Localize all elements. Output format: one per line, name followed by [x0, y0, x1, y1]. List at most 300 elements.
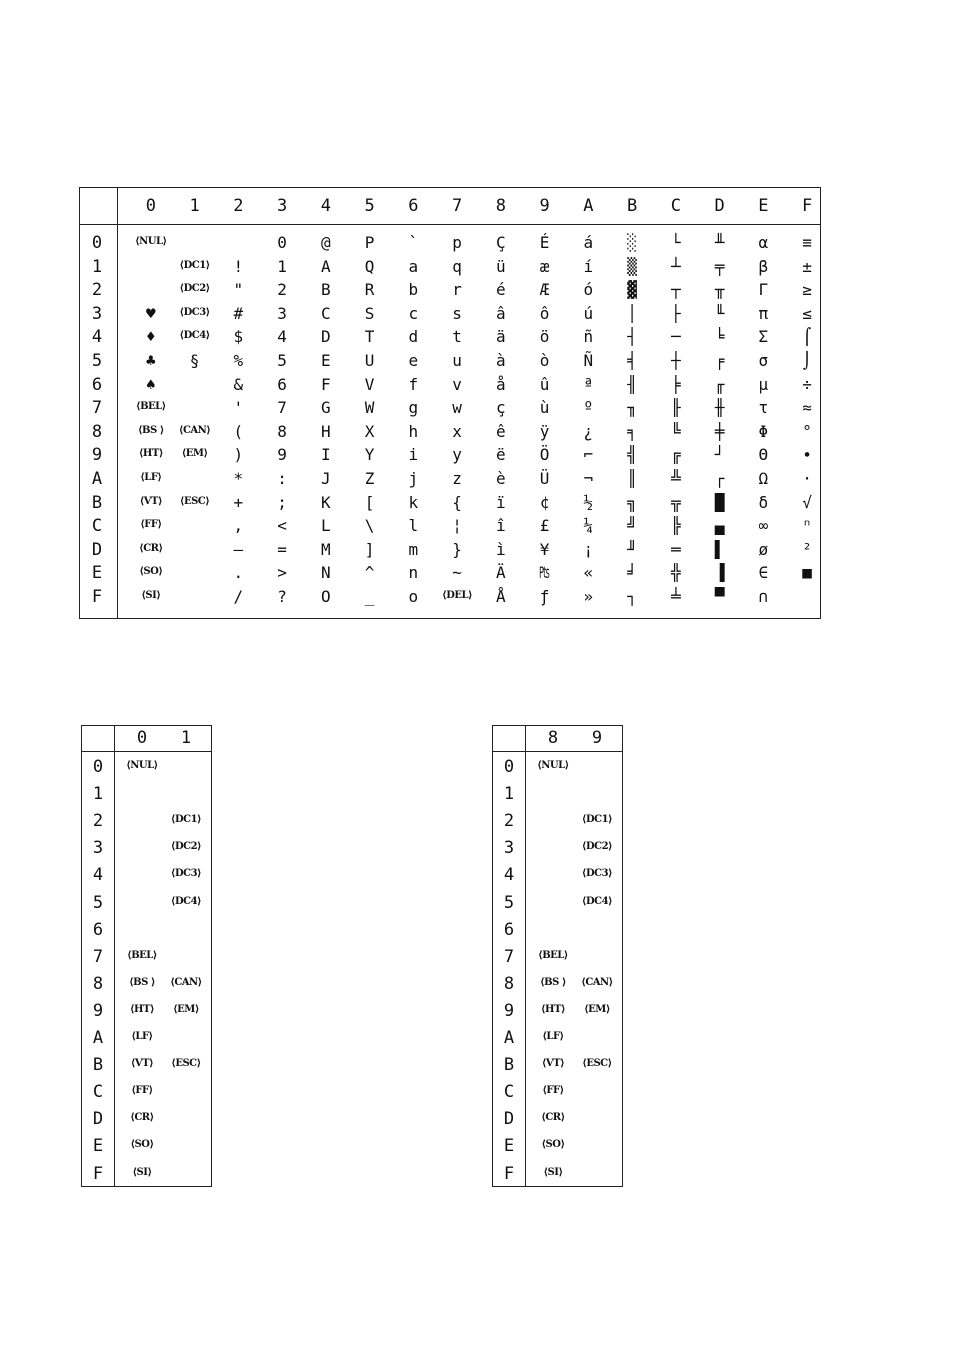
code-cell-a3: ú [583, 303, 594, 323]
code-cell-21: ! [233, 256, 244, 276]
code-cell-f8: ° [802, 421, 812, 441]
code-cell-7a: z [452, 469, 462, 488]
code-cell-84: ä [496, 327, 506, 347]
code-cell-14: ⟨DC3⟩ [170, 868, 202, 880]
code-cell-d1: ╤ [714, 256, 725, 276]
code-cell-3d: = [277, 539, 287, 559]
row-label-3: 3 [92, 838, 104, 859]
code-cell-03: ♥ [146, 303, 156, 323]
row-label-9: 9 [91, 445, 103, 466]
code-cell-99: Ö [539, 445, 550, 465]
row-label-0: 0 [92, 757, 104, 777]
code-cell-ba: ║ [627, 469, 637, 488]
code-cell-59: Y [364, 445, 375, 465]
code-cell-50: P [364, 233, 375, 252]
code-cell-9e: ₧ [539, 563, 550, 583]
row-label-7: 7 [91, 398, 103, 419]
code-cell-e0: α [758, 233, 769, 252]
code-cell-3a: : [277, 469, 287, 488]
code-cell-62: b [408, 280, 419, 300]
code-cell-8e: ⟨SO⟩ [541, 1139, 565, 1151]
column-header-9: 9 [591, 728, 603, 748]
code-cell-b6: ╢ [627, 374, 637, 394]
code-cell-94: ö [539, 327, 550, 347]
code-cell-d5: ╒ [714, 351, 725, 370]
code-cell-f6: ÷ [802, 374, 812, 394]
row-label-a: A [91, 469, 103, 489]
row-label-5: 5 [91, 351, 103, 371]
code-cell-c5: ┼ [671, 351, 681, 370]
row-label-8: 8 [503, 973, 515, 994]
code-cell-45: E [321, 351, 331, 370]
row-label-d: D [91, 539, 103, 560]
code-cell-d6: ╓ [714, 374, 725, 394]
code-cell-a1: í [583, 256, 594, 276]
code-cell-df: ▀ [714, 587, 725, 606]
code-cell-a7: º [583, 398, 594, 418]
code-cell-7b: { [452, 492, 462, 512]
code-cell-47: G [321, 398, 331, 418]
column-header-e: E [758, 196, 769, 216]
code-cell-2a: * [233, 469, 244, 488]
code-cell-0c: ⟨FF⟩ [140, 519, 162, 531]
code-cell-eb: δ [758, 492, 769, 512]
row-label-8: 8 [92, 973, 104, 994]
code-cell-95: ⟨DC4⟩ [581, 895, 613, 907]
code-cell-9c: £ [539, 516, 550, 536]
code-cell-9f: ƒ [539, 587, 550, 606]
column-header-6: 6 [408, 196, 419, 216]
code-cell-e7: τ [758, 398, 769, 418]
code-cell-0f: ⟨SI⟩ [141, 590, 161, 601]
code-cell-19: ⟨EM⟩ [173, 1003, 199, 1015]
code-cell-a6: ª [583, 374, 594, 394]
column-header-8: 8 [547, 728, 559, 748]
code-cell-0f: ⟨SI⟩ [132, 1166, 152, 1178]
row-label-7: 7 [92, 946, 104, 967]
code-cell-89: ⟨HT⟩ [540, 1003, 566, 1015]
code-cell-2b: + [233, 492, 244, 512]
code-cell-44: D [321, 327, 331, 347]
code-cell-06: ♠ [146, 374, 156, 394]
code-cell-b2: ▓ [627, 280, 637, 300]
code-cell-c0: └ [671, 233, 681, 252]
code-cell-0e: ⟨SO⟩ [130, 1139, 154, 1151]
code-cell-8a: è [496, 469, 506, 488]
code-cell-5d: ] [364, 539, 375, 559]
code-cell-11: ⟨DC1⟩ [179, 259, 210, 271]
code-cell-86: å [496, 374, 506, 394]
code-cell-f2: ≥ [802, 280, 812, 300]
column-header-d: D [714, 196, 725, 216]
control-code-table-left [81, 725, 212, 1187]
code-cell-e6: µ [758, 374, 769, 394]
code-cell-ee: ∈ [758, 563, 769, 583]
code-cell-15: ⟨DC4⟩ [170, 895, 202, 907]
code-cell-0b: ⟨VT⟩ [130, 1058, 154, 1070]
row-label-9: 9 [92, 1000, 104, 1021]
code-cell-d7: ╫ [714, 398, 725, 418]
code-cell-a0: á [583, 233, 594, 252]
code-cell-c8: ╚ [671, 421, 681, 441]
code-cell-ae: « [583, 563, 594, 583]
code-cell-bb: ╗ [627, 492, 637, 512]
code-cell-ca: ╩ [671, 469, 681, 488]
code-cell-cd: ═ [671, 539, 681, 559]
code-cell-42: B [321, 280, 331, 300]
column-header-2: 2 [233, 196, 244, 216]
code-cell-b9: ╣ [627, 445, 637, 465]
code-cell-12: ⟨DC2⟩ [179, 283, 210, 295]
code-cell-37: 7 [277, 398, 287, 418]
code-cell-87: ç [496, 398, 506, 418]
code-cell-69: i [408, 445, 419, 465]
code-cell-9a: Ü [539, 469, 550, 488]
code-cell-51: Q [364, 256, 375, 276]
column-header-4: 4 [320, 196, 331, 216]
code-cell-58: X [364, 421, 375, 441]
code-cell-a5: Ñ [583, 351, 594, 370]
code-cell-5a: Z [364, 469, 375, 488]
code-cell-aa: ¬ [583, 469, 594, 488]
row-label-f: F [503, 1163, 515, 1184]
code-cell-af: » [583, 587, 594, 606]
code-cell-79: y [452, 445, 462, 465]
code-cell-5b: [ [364, 492, 375, 512]
code-cell-9b: ¢ [539, 492, 550, 512]
code-cell-26: & [233, 374, 244, 394]
code-cell-c3: ├ [671, 303, 681, 323]
code-cell-e4: Σ [758, 327, 769, 347]
column-header-7: 7 [452, 196, 463, 216]
code-cell-46: F [321, 374, 331, 394]
code-cell-70: p [452, 233, 462, 252]
row-label-3: 3 [503, 838, 515, 859]
column-header-c: C [670, 196, 681, 216]
code-cell-98: ⟨CAN⟩ [581, 976, 613, 988]
code-cell-54: T [364, 327, 375, 347]
code-cell-82: é [496, 280, 506, 300]
code-cell-97: ù [539, 398, 550, 418]
code-cell-0b: ⟨VT⟩ [139, 495, 163, 507]
code-cell-cf: ╧ [671, 587, 681, 606]
code-cell-b0: ░ [627, 233, 637, 252]
code-cell-07: ⟨BEL⟩ [136, 401, 166, 413]
code-cell-07: ⟨BEL⟩ [127, 949, 157, 961]
code-cell-08: ⟨BS ⟩ [137, 424, 164, 436]
code-cell-90: É [539, 233, 550, 252]
code-cell-7c: ¦ [452, 516, 462, 536]
code-cell-a2: ó [583, 280, 594, 300]
code-cell-96: û [539, 374, 550, 394]
code-cell-2d: — [233, 539, 244, 559]
code-cell-88: ⟨BS ⟩ [540, 976, 566, 988]
code-cell-68: h [408, 421, 419, 441]
row-label-0: 0 [503, 757, 515, 777]
code-cell-b7: ╖ [627, 398, 637, 418]
code-cell-bd: ╜ [627, 539, 637, 559]
code-cell-e3: π [758, 303, 769, 323]
code-cell-cc: ╠ [671, 516, 681, 536]
code-cell-a9: ⌐ [583, 445, 594, 465]
code-cell-3e: > [277, 563, 287, 583]
column-header-5: 5 [364, 196, 375, 216]
code-cell-12: ⟨DC1⟩ [170, 814, 202, 826]
code-cell-fb: √ [802, 492, 812, 512]
code-cell-5f: _ [364, 587, 375, 606]
code-cell-78: x [452, 421, 462, 441]
row-label-c: C [92, 1082, 104, 1103]
code-cell-f0: ≡ [802, 233, 812, 252]
code-cell-7f: ⟨DEL⟩ [442, 590, 473, 601]
code-cell-76: v [452, 374, 462, 394]
column-header-8: 8 [495, 196, 506, 216]
code-cell-14: ⟨DC4⟩ [179, 330, 210, 342]
code-cell-c9: ╔ [671, 445, 681, 465]
code-cell-7e: ~ [452, 563, 462, 583]
code-cell-3b: ; [277, 492, 287, 512]
code-cell-43: C [321, 303, 331, 323]
code-cell-81: ü [496, 256, 506, 276]
code-cell-ea: Ω [758, 469, 769, 488]
row-label-1: 1 [503, 784, 515, 805]
code-cell-66: f [408, 374, 419, 394]
code-cell-f1: ± [802, 256, 812, 276]
code-cell-18: ⟨CAN⟩ [170, 976, 202, 988]
row-label-e: E [503, 1136, 515, 1157]
code-cell-1b: ⟨ESC⟩ [171, 1058, 201, 1070]
row-label-4: 4 [503, 865, 515, 886]
code-cell-34: 4 [277, 327, 287, 347]
code-cell-15: § [189, 351, 200, 370]
code-cell-3c: < [277, 516, 287, 536]
code-cell-73: s [452, 303, 462, 323]
code-cell-b1: ▒ [627, 256, 637, 276]
code-cell-27: ' [233, 398, 244, 418]
code-cell-39: 9 [277, 445, 287, 465]
code-cell-f3: ≤ [802, 303, 812, 323]
row-label-7: 7 [503, 946, 515, 967]
code-cell-e9: Θ [758, 445, 769, 465]
column-header-3: 3 [277, 196, 288, 216]
code-cell-bc: ╝ [627, 516, 637, 536]
code-cell-c1: ┴ [671, 256, 681, 276]
code-cell-db: █ [714, 492, 725, 512]
row-label-d: D [503, 1109, 515, 1130]
code-cell-60: ` [408, 233, 419, 252]
code-cell-31: 1 [277, 256, 287, 276]
row-label-4: 4 [91, 327, 103, 348]
code-cell-08: ⟨BS ⟩ [129, 976, 155, 988]
code-cell-64: d [408, 327, 419, 347]
code-cell-57: W [364, 398, 375, 418]
code-cell-2c: , [233, 516, 244, 536]
row-label-4: 4 [92, 865, 104, 886]
row-label-0: 0 [91, 233, 103, 253]
code-cell-8c: ⟨FF⟩ [542, 1085, 564, 1097]
row-label-2: 2 [91, 280, 103, 301]
code-cell-30: 0 [277, 233, 287, 252]
code-cell-f5: ⌡ [802, 351, 812, 370]
column-header-a: A [583, 196, 594, 216]
code-cell-b5: ╡ [627, 351, 637, 370]
code-cell-92: ⟨DC1⟩ [581, 814, 613, 826]
code-cell-92: Æ [539, 280, 550, 300]
code-cell-98: ÿ [539, 421, 550, 441]
code-cell-67: g [408, 398, 419, 418]
code-cell-89: ë [496, 445, 506, 465]
code-cell-ad: ¡ [583, 539, 594, 559]
code-cell-d9: ┘ [714, 445, 725, 465]
row-label-6: 6 [503, 919, 515, 940]
code-cell-0d: ⟨CR⟩ [130, 1112, 154, 1124]
code-cell-0d: ⟨CR⟩ [139, 542, 163, 554]
code-cell-b3: │ [627, 303, 637, 323]
code-cell-dd: ▌ [714, 539, 725, 559]
code-cell-0a: ⟨LF⟩ [140, 472, 162, 483]
code-cell-28: ( [233, 421, 244, 441]
code-cell-13: ⟨DC3⟩ [179, 306, 210, 318]
code-cell-e2: Γ [758, 280, 769, 300]
code-cell-33: 3 [277, 303, 287, 323]
row-label-9: 9 [503, 1000, 515, 1021]
code-cell-ec: ∞ [758, 516, 769, 536]
code-cell-85: à [496, 351, 506, 370]
code-cell-13: ⟨DC2⟩ [170, 841, 202, 853]
code-cell-6b: k [408, 492, 419, 512]
code-cell-e8: Φ [758, 421, 769, 441]
code-cell-b8: ╕ [627, 421, 637, 441]
code-cell-23: # [233, 303, 244, 323]
code-cell-18: ⟨CAN⟩ [178, 424, 211, 436]
code-cell-e5: σ [758, 351, 769, 370]
row-label-a: A [92, 1028, 104, 1048]
code-cell-9b: ⟨ESC⟩ [582, 1058, 612, 1070]
row-label-c: C [503, 1082, 515, 1103]
code-cell-8e: Ä [496, 563, 506, 583]
row-label-a: A [503, 1028, 515, 1048]
code-cell-cb: ╦ [671, 492, 681, 512]
code-cell-77: w [452, 398, 462, 418]
row-label-d: D [92, 1109, 104, 1130]
code-cell-2f: / [233, 587, 244, 606]
code-cell-71: q [452, 256, 462, 276]
code-cell-e1: β [758, 256, 769, 276]
row-label-1: 1 [92, 784, 104, 805]
code-cell-05: ♣ [146, 351, 156, 370]
code-cell-93: ô [539, 303, 550, 323]
code-cell-00: ⟨NUL⟩ [135, 236, 167, 247]
code-cell-4c: L [321, 516, 331, 536]
column-header-1: 1 [189, 196, 200, 216]
code-cell-d3: ╙ [714, 303, 725, 323]
code-cell-72: r [452, 280, 462, 300]
code-cell-80: ⟨NUL⟩ [537, 760, 569, 771]
code-cell-fc: ⁿ [802, 516, 812, 536]
code-cell-d4: ╘ [714, 327, 725, 347]
code-cell-6f: o [408, 587, 419, 606]
column-header-1: 1 [180, 728, 192, 748]
code-cell-4e: N [321, 563, 331, 583]
row-label-2: 2 [503, 811, 515, 832]
code-cell-75: u [452, 351, 462, 370]
code-cell-b4: ┤ [627, 327, 637, 347]
control-code-table-right [492, 725, 623, 1187]
code-cell-8b: ⟨VT⟩ [541, 1058, 565, 1070]
code-cell-6d: m [408, 539, 419, 559]
row-label-e: E [91, 563, 103, 584]
code-cell-d2: ╥ [714, 280, 725, 300]
code-cell-a8: ¿ [583, 421, 594, 441]
code-cell-65: e [408, 351, 419, 370]
code-cell-8d: ⟨CR⟩ [541, 1112, 565, 1124]
code-cell-f9: ∙ [802, 445, 812, 465]
code-cell-19: ⟨EM⟩ [181, 448, 208, 460]
row-label-5: 5 [92, 892, 104, 913]
code-cell-25: % [233, 351, 244, 370]
row-label-e: E [92, 1136, 104, 1157]
code-cell-c2: ┬ [671, 280, 681, 300]
code-cell-32: 2 [277, 280, 287, 300]
column-header-0: 0 [145, 196, 156, 216]
code-cell-3f: ? [277, 587, 287, 606]
code-cell-83: â [496, 303, 506, 323]
code-cell-74: t [452, 327, 462, 347]
code-cell-4f: O [321, 587, 331, 606]
code-cell-7d: } [452, 539, 462, 559]
code-cell-6e: n [408, 563, 419, 583]
code-cell-8c: î [496, 516, 506, 536]
code-cell-09: ⟨HT⟩ [129, 1003, 155, 1015]
code-cell-6c: l [408, 516, 419, 536]
code-cell-94: ⟨DC3⟩ [581, 868, 613, 880]
code-cell-8a: ⟨LF⟩ [542, 1031, 564, 1042]
code-cell-0a: ⟨LF⟩ [131, 1031, 153, 1042]
row-label-b: B [92, 1055, 104, 1076]
row-label-8: 8 [91, 421, 103, 442]
code-cell-be: ╛ [627, 563, 637, 583]
code-cell-6a: j [408, 469, 419, 488]
code-cell-99: ⟨EM⟩ [584, 1003, 610, 1015]
column-header-b: B [627, 196, 638, 216]
code-cell-ef: ∩ [758, 587, 769, 606]
code-cell-40: @ [321, 233, 331, 252]
code-cell-d8: ╪ [714, 421, 725, 441]
code-cell-49: I [321, 445, 331, 465]
code-cell-36: 6 [277, 374, 287, 394]
code-cell-52: R [364, 280, 375, 300]
character-code-table [79, 187, 821, 619]
code-cell-4d: M [321, 539, 331, 559]
code-cell-91: æ [539, 256, 550, 276]
code-cell-ac: ¼ [583, 516, 594, 536]
code-cell-2e: . [233, 563, 244, 583]
code-cell-d0: ╨ [714, 233, 725, 252]
code-cell-c4: ─ [671, 327, 681, 347]
code-cell-5e: ^ [364, 563, 375, 583]
code-cell-87: ⟨BEL⟩ [538, 949, 568, 961]
code-cell-4a: J [321, 469, 331, 488]
code-cell-22: " [233, 280, 244, 300]
code-cell-1b: ⟨ESC⟩ [179, 495, 210, 507]
code-cell-de: ▐ [714, 563, 725, 583]
code-cell-a4: ñ [583, 327, 594, 347]
row-label-3: 3 [91, 303, 103, 324]
code-cell-38: 8 [277, 421, 287, 441]
code-cell-56: V [364, 374, 375, 394]
row-label-f: F [92, 1163, 104, 1184]
code-cell-53: S [364, 303, 375, 323]
